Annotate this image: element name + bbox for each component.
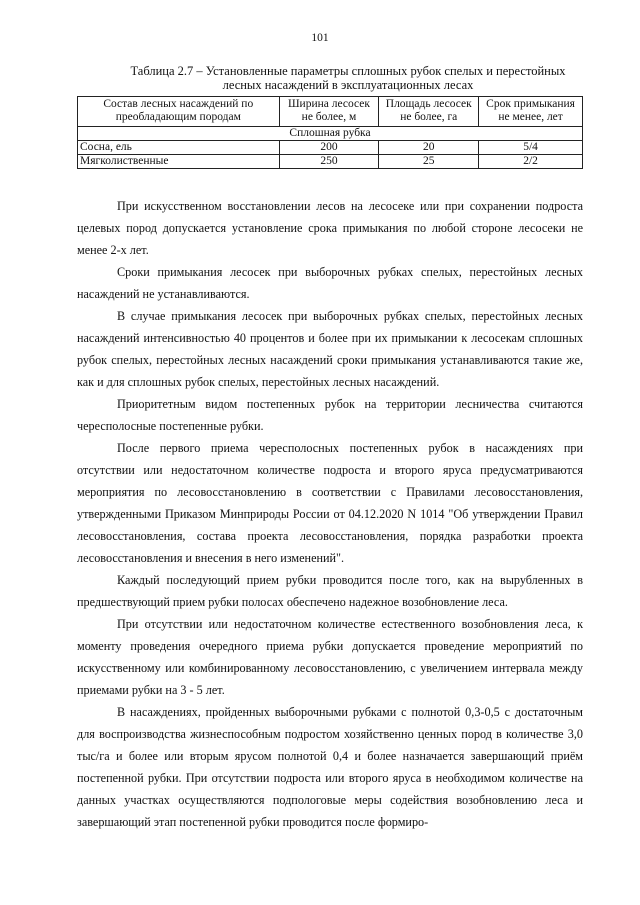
paragraph: После первого приема чересполосных постепенных рубок в насаждениях при отсутствии или недостаточном количестве подроста и второго яруса предусматриваются мероприятия по лесовосстановлению в соответствии с Правилами лесовосстановления, утвержденными Приказом Минприроды России от 04.12.2020 N 1014 "Об утверждении Правил лесовосстановления, состава проекта лесовосстановления, порядка разработки проекта лесовосстановления и внесения в него изменений". — [77, 441, 583, 565]
paragraph: В насаждениях, пройденных выборочными рубками с полнотой 0,3-0,5 с достаточным для воспроизводства жизнеспособным подростом хозяйственно ценных пород в количестве 3,0 тыс/га и более или вторым ярусом полнотой 0,4 и более назначается завершающий приём постепенной рубки. При отсутствии подроста или второго яруса в необходимом количестве на данных участках осуществляются подпологовые меры содействия возобновлению леса и завершающий этап постепенной рубки проводится после формиро- — [77, 705, 583, 829]
table-caption — [108, 64, 588, 92]
paragraph: Каждый последующий прием рубки проводится после того, как на вырубленных в предшествующий прием рубки полосах обеспечено надежное возобновление леса. — [77, 573, 583, 609]
header-area: Площадь лесосек не более, га — [379, 97, 479, 127]
page-number: 101 — [311, 32, 329, 44]
paragraph: В случае примыкания лесосек при выборочных рубках спелых, перестойных лесных насаждений интенсивностью 40 процентов и более при их примыкании к лесосекам сплошных рубок спелых, перестойных лесных насаждений сроки примыкания устанавливаются такие же, как и для сплошных рубок спелых, перестойных лесных насаждений. — [77, 309, 583, 389]
table-cell: 250 — [279, 155, 379, 169]
table-cell: 2/2 — [479, 155, 583, 169]
paragraph: Сроки примыкания лесосек при выборочных рубках спелых, перестойных лесных насаждений не устанавливаются. — [77, 265, 583, 301]
paragraph: При отсутствии или недостаточном количестве естественного возобновления леса, к моменту проведения очередного приема рубки допускается проведение мероприятий по искусственному или комбинированному лесовосстановлению, с увеличением интервала между приемами рубки на 3 - 5 лет. — [77, 617, 583, 697]
table-cell: 20 — [379, 141, 479, 155]
table-row — [78, 141, 583, 155]
table-section-row — [78, 127, 583, 141]
table-header-row — [78, 97, 583, 127]
table-cell: Мягколиственные — [78, 155, 280, 169]
header-adjacency-term: Срок примыкания не менее, лет — [479, 97, 583, 127]
header-composition: Состав лесных насаждений по преобладающим породам — [78, 97, 280, 127]
section-label: Сплошная рубка — [78, 127, 583, 141]
parameters-table — [77, 96, 583, 169]
table-cell: 5/4 — [479, 141, 583, 155]
paragraph: При искусственном восстановлении лесов на лесосеке или при сохранении подроста целевых пород допускается установление срока примыкания по любой стороне лесосеки не менее 2-х лет. — [77, 199, 583, 257]
table-cell: Сосна, ель — [78, 141, 280, 155]
header-width: Ширина лесосек не более, м — [279, 97, 379, 127]
body-text — [77, 195, 583, 833]
table-row — [78, 155, 583, 169]
table-cell: 25 — [379, 155, 479, 169]
table-cell: 200 — [279, 141, 379, 155]
caption-line-2: лесных насаждений в эксплуатационных лесах — [222, 78, 474, 92]
caption-line-1: Таблица 2.7 – Установленные параметры сплошных рубок спелых и перестойных — [130, 64, 566, 78]
paragraph: Приоритетным видом постепенных рубок на территории лесничества считаются чересполосные постепенные рубки. — [77, 397, 583, 433]
